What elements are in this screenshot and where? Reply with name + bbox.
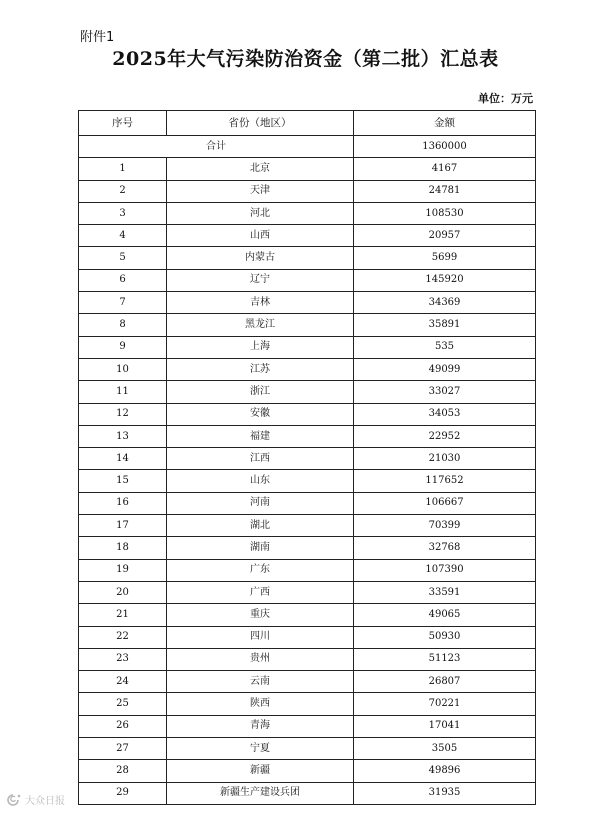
table-row	[79, 225, 536, 247]
table-row	[79, 158, 536, 180]
cell-amount: 106667	[354, 492, 536, 514]
cell-amount: 34053	[354, 403, 536, 425]
cell-amount: 117652	[354, 470, 536, 492]
table-row	[79, 693, 536, 715]
table-row	[79, 738, 536, 760]
cell-province: 贵州	[167, 648, 354, 670]
cell-seq: 15	[79, 470, 167, 492]
table-row	[79, 581, 536, 603]
cell-seq: 29	[79, 782, 167, 804]
cell-province: 青海	[167, 715, 354, 737]
cell-province: 湖北	[167, 515, 354, 537]
cell-province: 陕西	[167, 693, 354, 715]
cell-province: 上海	[167, 336, 354, 358]
cell-seq: 8	[79, 314, 167, 336]
cell-province: 黑龙江	[167, 314, 354, 336]
column-header-seq: 序号	[79, 111, 167, 136]
cell-amount: 3505	[354, 738, 536, 760]
cell-amount: 49065	[354, 604, 536, 626]
logo-mark-icon	[6, 793, 22, 807]
cell-amount: 5699	[354, 247, 536, 269]
table-row	[79, 314, 536, 336]
cell-province: 湖南	[167, 537, 354, 559]
table-row	[79, 180, 536, 202]
cell-amount: 108530	[354, 202, 536, 224]
table-row	[79, 202, 536, 224]
cell-amount: 22952	[354, 425, 536, 447]
cell-amount: 34369	[354, 292, 536, 314]
cell-seq: 1	[79, 158, 167, 180]
cell-amount: 49099	[354, 358, 536, 380]
cell-amount: 32768	[354, 537, 536, 559]
cell-seq: 7	[79, 292, 167, 314]
cell-seq: 4	[79, 225, 167, 247]
watermark	[6, 792, 65, 807]
cell-province: 新疆生产建设兵团	[167, 782, 354, 804]
table-row	[79, 537, 536, 559]
cell-province: 宁夏	[167, 738, 354, 760]
table-row	[79, 403, 536, 425]
cell-amount: 49896	[354, 760, 536, 782]
cell-seq: 3	[79, 202, 167, 224]
table-row	[79, 604, 536, 626]
cell-seq: 23	[79, 648, 167, 670]
cell-seq: 11	[79, 381, 167, 403]
cell-seq: 5	[79, 247, 167, 269]
cell-province: 河北	[167, 202, 354, 224]
table-row	[79, 782, 536, 804]
table-row	[79, 292, 536, 314]
cell-seq: 14	[79, 448, 167, 470]
cell-amount: 70399	[354, 515, 536, 537]
table-row	[79, 492, 536, 514]
cell-province: 山西	[167, 225, 354, 247]
total-row	[79, 136, 536, 158]
cell-seq: 28	[79, 760, 167, 782]
cell-province: 福建	[167, 425, 354, 447]
table-row	[79, 648, 536, 670]
table-row	[79, 715, 536, 737]
cell-seq: 6	[79, 269, 167, 291]
table-row	[79, 269, 536, 291]
table-row	[79, 515, 536, 537]
total-label: 合计	[79, 136, 354, 158]
cell-province: 江西	[167, 448, 354, 470]
column-header-province: 省份（地区）	[167, 111, 354, 136]
table-row	[79, 559, 536, 581]
cell-amount: 51123	[354, 648, 536, 670]
cell-seq: 18	[79, 537, 167, 559]
cell-seq: 10	[79, 358, 167, 380]
cell-amount: 33027	[354, 381, 536, 403]
cell-amount: 24781	[354, 180, 536, 202]
cell-amount: 4167	[354, 158, 536, 180]
cell-province: 广西	[167, 581, 354, 603]
cell-province: 四川	[167, 626, 354, 648]
table-row	[79, 448, 536, 470]
table-row	[79, 470, 536, 492]
cell-seq: 22	[79, 626, 167, 648]
cell-province: 辽宁	[167, 269, 354, 291]
cell-amount: 26807	[354, 671, 536, 693]
cell-province: 江苏	[167, 358, 354, 380]
cell-province: 重庆	[167, 604, 354, 626]
cell-province: 内蒙古	[167, 247, 354, 269]
cell-amount: 535	[354, 336, 536, 358]
cell-seq: 24	[79, 671, 167, 693]
table-row	[79, 425, 536, 447]
cell-amount: 21030	[354, 448, 536, 470]
attachment-label: 附件1	[80, 30, 115, 45]
summary-table	[78, 110, 536, 805]
cell-province: 云南	[167, 671, 354, 693]
table-row	[79, 336, 536, 358]
cell-seq: 26	[79, 715, 167, 737]
cell-province: 北京	[167, 158, 354, 180]
table-row	[79, 671, 536, 693]
table-row	[79, 626, 536, 648]
cell-seq: 27	[79, 738, 167, 760]
cell-amount: 145920	[354, 269, 536, 291]
table-row	[79, 381, 536, 403]
column-header-amount: 金额	[354, 111, 536, 136]
cell-seq: 16	[79, 492, 167, 514]
table-row	[79, 358, 536, 380]
cell-province: 安徽	[167, 403, 354, 425]
total-amount: 1360000	[354, 136, 536, 158]
cell-province: 新疆	[167, 760, 354, 782]
page-title: 2025年大气污染防治资金（第二批）汇总表	[112, 48, 499, 70]
cell-province: 天津	[167, 180, 354, 202]
cell-amount: 107390	[354, 559, 536, 581]
cell-province: 吉林	[167, 292, 354, 314]
cell-amount: 17041	[354, 715, 536, 737]
cell-province: 广东	[167, 559, 354, 581]
table-row	[79, 247, 536, 269]
cell-seq: 17	[79, 515, 167, 537]
cell-amount: 50930	[354, 626, 536, 648]
cell-seq: 25	[79, 693, 167, 715]
watermark-text: 大众日报	[25, 796, 65, 807]
cell-seq: 20	[79, 581, 167, 603]
cell-province: 河南	[167, 492, 354, 514]
cell-seq: 9	[79, 336, 167, 358]
cell-amount: 33591	[354, 581, 536, 603]
cell-amount: 35891	[354, 314, 536, 336]
cell-amount: 31935	[354, 782, 536, 804]
cell-province: 山东	[167, 470, 354, 492]
cell-seq: 2	[79, 180, 167, 202]
cell-amount: 20957	[354, 225, 536, 247]
table-row	[79, 760, 536, 782]
cell-seq: 19	[79, 559, 167, 581]
cell-seq: 13	[79, 425, 167, 447]
unit-label: 单位：万元	[478, 92, 533, 105]
cell-seq: 12	[79, 403, 167, 425]
cell-amount: 70221	[354, 693, 536, 715]
table-header-row	[79, 111, 536, 136]
cell-province: 浙江	[167, 381, 354, 403]
cell-seq: 21	[79, 604, 167, 626]
